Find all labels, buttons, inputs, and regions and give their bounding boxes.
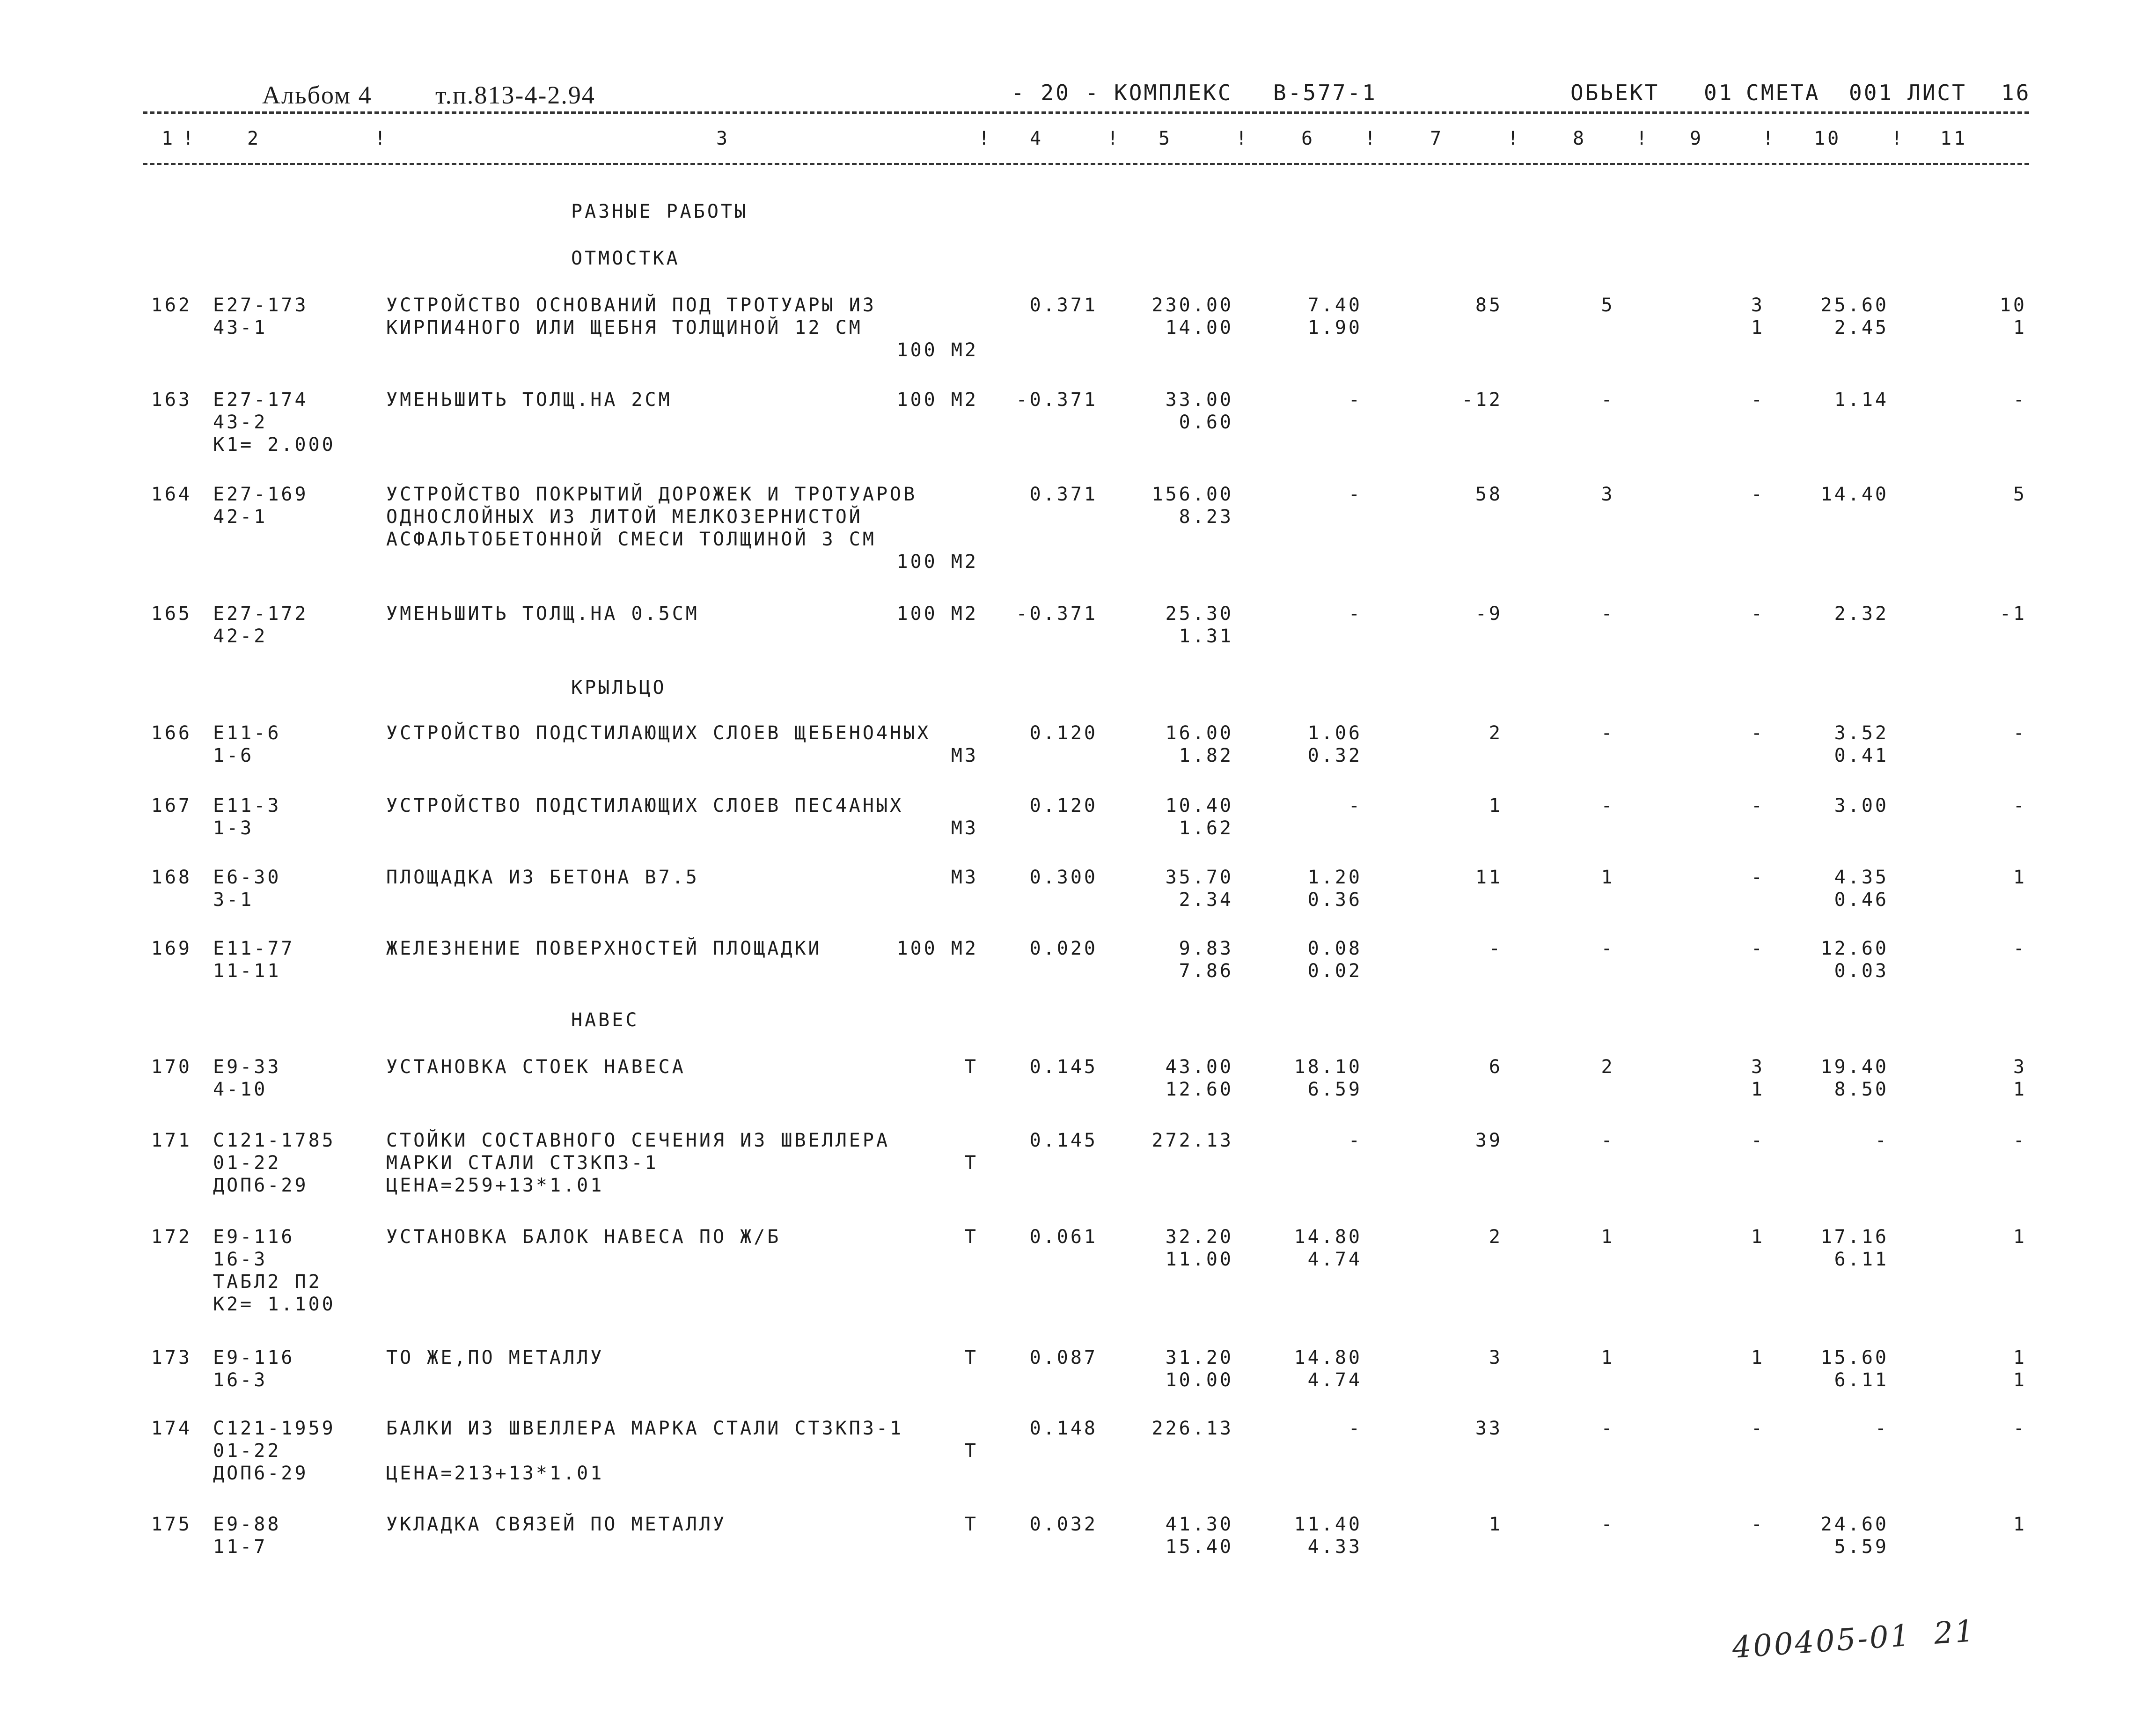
col-separator: ! (1364, 128, 1379, 149)
unit-cost: 230.00 14.00 (1151, 294, 1233, 338)
labor-total: - (2013, 1130, 2027, 1151)
machine-cost: 0.08 0.02 (1307, 938, 1362, 982)
machine-wages: - (1751, 1130, 1765, 1151)
labor-total: - (2013, 1418, 2027, 1439)
machine-cost: 14.80 4.74 (1294, 1347, 1362, 1391)
col-header-6: 6 (1301, 128, 1315, 149)
quantity: 0.020 (1029, 938, 1098, 959)
section-title: ОТМОСТКА (571, 248, 680, 269)
work-description: УКЛАДКА СВЯЗЕЙ ПО МЕТАЛЛУ (386, 1514, 727, 1535)
row-number: 164 (151, 484, 192, 505)
wages: - (1601, 1130, 1615, 1151)
total-cost: 85 (1475, 294, 1503, 316)
unit: 100 М2 (896, 603, 978, 625)
row-number: 170 (151, 1056, 192, 1078)
norm-code: Е27-172 42-2 (213, 603, 308, 647)
machine-wages: 3 1 (1751, 294, 1765, 338)
norm-code: Е27-169 42-1 (213, 484, 308, 528)
quantity: -0.371 (1016, 603, 1098, 625)
norm-code: С121-1959 01-22 ДОП6-29 (213, 1418, 336, 1484)
col-header-4: 4 (1030, 128, 1044, 149)
machine-cost: 14.80 4.74 (1294, 1226, 1362, 1270)
work-description: ЖЕЛЕЗНЕНИЕ ПОВЕРХНОСТЕЙ ПЛОЩАДКИ (386, 938, 822, 959)
quantity: 0.087 (1029, 1347, 1098, 1368)
unit: Т (964, 1440, 978, 1462)
total-cost: -9 (1475, 603, 1503, 625)
unit: Т (964, 1347, 978, 1368)
work-description: УМЕНЬШИТЬ ТОЛЩ.НА 2СМ (386, 389, 672, 411)
unit: Т (964, 1226, 978, 1248)
labor-hours: 1.14 (1834, 389, 1889, 411)
norm-code: Е11-3 1-3 (213, 795, 281, 839)
norm-code: Е11-77 11-11 (213, 938, 295, 982)
section-title: РАЗНЫЕ РАБОТЫ (571, 201, 748, 222)
labor-hours: 12.60 0.03 (1820, 938, 1889, 982)
quantity: 0.148 (1029, 1418, 1098, 1439)
machine-wages: - (1751, 938, 1765, 959)
total-cost: 39 (1475, 1130, 1503, 1151)
header-divider-bottom (143, 163, 2029, 165)
unit: М3 (951, 867, 978, 888)
total-cost: 33 (1475, 1418, 1503, 1439)
row-number: 173 (151, 1347, 192, 1368)
total-cost: 58 (1475, 484, 1503, 505)
complex-label: КОМПЛЕКС (1114, 80, 1233, 105)
unit: 100 М2 (896, 389, 978, 411)
machine-cost: - (1348, 795, 1362, 817)
norm-code: Е6-30 3-1 (213, 867, 281, 911)
total-cost: - (1489, 938, 1503, 959)
quantity: 0.145 (1029, 1130, 1098, 1151)
wages: - (1601, 938, 1615, 959)
machine-cost: 1.06 0.32 (1307, 722, 1362, 766)
labor-total: 10 1 (1999, 294, 2027, 338)
unit-cost: 272.13 (1151, 1130, 1233, 1151)
smeta-value: 001 (1849, 80, 1894, 105)
row-number: 165 (151, 603, 192, 625)
unit-cost: 33.00 0.60 (1165, 389, 1233, 433)
labor-total: 1 1 (2013, 1347, 2027, 1391)
object-label: ОБЬЕКТ (1570, 80, 1660, 105)
quantity: 0.120 (1029, 722, 1098, 744)
row-number: 162 (151, 294, 192, 316)
col-separator: ! (978, 128, 992, 149)
unit-cost: 16.00 1.82 (1165, 722, 1233, 766)
labor-hours: 24.60 5.59 (1820, 1514, 1889, 1558)
wages: - (1601, 1514, 1615, 1535)
col-header-7: 7 (1430, 128, 1444, 149)
quantity: 0.120 (1029, 795, 1098, 817)
row-number: 169 (151, 938, 192, 959)
unit: 100 М2 (896, 551, 978, 573)
unit: Т (964, 1152, 978, 1174)
labor-hours: 4.35 0.46 (1834, 867, 1889, 911)
col-header-11: 11 (1940, 128, 1968, 149)
unit-cost: 9.83 7.86 (1179, 938, 1233, 982)
labor-hours: 3.52 0.41 (1834, 722, 1889, 766)
norm-code: Е11-6 1-6 (213, 722, 281, 766)
section-title: КРЫЛЬЦО (571, 677, 667, 699)
wages: 2 (1601, 1056, 1615, 1078)
wages: - (1601, 722, 1615, 744)
machine-cost: - (1348, 1130, 1362, 1151)
complex-value: В-577-1 (1273, 80, 1377, 105)
quantity: 0.371 (1029, 484, 1098, 505)
labor-hours: 2.32 (1834, 603, 1889, 625)
labor-hours: 25.60 2.45 (1820, 294, 1889, 338)
col-header-2: 2 (247, 128, 261, 149)
work-description: СТОЙКИ СОСТАВНОГО СЕЧЕНИЯ ИЗ ШВЕЛЛЕРА МАРКИ СТАЛИ СТ3КП3-1 ЦЕНА=259+13*1.01 (386, 1130, 890, 1196)
quantity: 0.371 (1029, 294, 1098, 316)
header-divider-top (143, 111, 2029, 114)
row-number: 167 (151, 795, 192, 817)
page-number: - 20 - (1011, 80, 1100, 105)
tp-number: т.п.813-4-2.94 (435, 81, 595, 109)
section-title: НАВЕС (571, 1009, 639, 1031)
machine-wages: 1 (1751, 1347, 1765, 1368)
row-number: 172 (151, 1226, 192, 1248)
work-description: УСТРОЙСТВО ПОКРЫТИЙ ДОРОЖЕК И ТРОТУАРОВ ОДНОСЛОЙНЫХ ИЗ ЛИТОЙ МЕЛКОЗЕРНИСТОЙ АСФАЛЬТОБЕТОННОЙ СМЕСИ ТОЛЩИНОЙ 3 СМ (386, 484, 917, 550)
total-cost: -12 (1461, 389, 1503, 411)
labor-hours: 14.40 (1820, 484, 1889, 505)
norm-code: Е9-116 16-3 (213, 1347, 295, 1391)
unit: Т (964, 1514, 978, 1535)
wages: 1 (1601, 1226, 1615, 1248)
labor-hours: 3.00 (1834, 795, 1889, 817)
col-header-3: 3 (716, 128, 730, 149)
work-description: УМЕНЬШИТЬ ТОЛЩ.НА 0.5СМ (386, 603, 699, 625)
norm-code: Е27-173 43-1 (213, 294, 308, 338)
labor-total: 1 (2013, 1514, 2027, 1535)
work-description: ТО ЖЕ,ПО МЕТАЛЛУ (386, 1347, 604, 1368)
machine-wages: - (1751, 1418, 1765, 1439)
wages: - (1601, 1418, 1615, 1439)
norm-code: Е9-116 16-3 ТАБЛ2 П2 К2= 1.100 (213, 1226, 336, 1315)
unit-cost: 226.13 (1151, 1418, 1233, 1439)
labor-total: -1 (1999, 603, 2027, 625)
labor-hours: 19.40 8.50 (1820, 1056, 1889, 1100)
norm-code: Е9-33 4-10 (213, 1056, 281, 1100)
col-separator: ! (1636, 128, 1650, 149)
machine-wages: - (1751, 795, 1765, 817)
work-description: УСТРОЙСТВО ПОДСТИЛАЮЩИХ СЛОЕВ ЩЕБЕНО4НЫХ (386, 722, 931, 744)
work-description: УСТРОЙСТВО ОСНОВАНИЙ ПОД ТРОТУАРЫ ИЗ КИРПИ4НОГО ИЛИ ЩЕБНЯ ТОЛЩИНОЙ 12 СМ (386, 294, 876, 338)
col-header-9: 9 (1690, 128, 1704, 149)
norm-code: Е9-88 11-7 (213, 1514, 281, 1558)
machine-cost: 11.40 4.33 (1294, 1514, 1362, 1558)
unit-cost: 41.30 15.40 (1165, 1514, 1233, 1558)
unit: Т (964, 1056, 978, 1078)
col-header-5: 5 (1159, 128, 1173, 149)
handwritten-stamp: 400405-01 21 (1731, 1613, 1977, 1666)
labor-hours: 15.60 6.11 (1820, 1347, 1889, 1391)
sheet-value: 16 (2001, 80, 2031, 105)
total-cost: 11 (1475, 867, 1503, 888)
wages: 5 (1601, 294, 1615, 316)
labor-total: 3 1 (2013, 1056, 2027, 1100)
unit: 100 М2 (896, 938, 978, 959)
row-number: 171 (151, 1130, 192, 1151)
quantity: -0.371 (1016, 389, 1098, 411)
col-separator: ! (183, 128, 197, 149)
labor-total: 1 (2013, 867, 2027, 888)
machine-cost: - (1348, 603, 1362, 625)
total-cost: 1 (1489, 795, 1503, 817)
labor-total: 5 (2013, 484, 2027, 505)
col-separator: ! (1507, 128, 1521, 149)
machine-cost: 18.10 6.59 (1294, 1056, 1362, 1100)
machine-wages: - (1751, 867, 1765, 888)
labor-hours: - (1875, 1418, 1889, 1439)
col-header-8: 8 (1573, 128, 1587, 149)
row-number: 163 (151, 389, 192, 411)
wages: 1 (1601, 1347, 1615, 1368)
work-description: УСТАНОВКА СТОЕК НАВЕСА (386, 1056, 686, 1078)
col-separator: ! (1891, 128, 1905, 149)
machine-wages: - (1751, 722, 1765, 744)
sheet-label: ЛИСТ (1907, 80, 1967, 105)
col-separator: ! (1236, 128, 1250, 149)
quantity: 0.032 (1029, 1514, 1098, 1535)
norm-code: С121-1785 01-22 ДОП6-29 (213, 1130, 336, 1196)
work-description: УСТРОЙСТВО ПОДСТИЛАЮЩИХ СЛОЕВ ПЕС4АНЫХ (386, 795, 904, 817)
quantity: 0.145 (1029, 1056, 1098, 1078)
machine-wages: - (1751, 1514, 1765, 1535)
work-description: ПЛОЩАДКА ИЗ БЕТОНА В7.5 (386, 867, 699, 888)
unit-cost: 25.30 1.31 (1165, 603, 1233, 647)
quantity: 0.300 (1029, 867, 1098, 888)
work-description: БАЛКИ ИЗ ШВЕЛЛЕРА МАРКА СТАЛИ СТ3КП3-1 ЦЕНА=213+13*1.01 (386, 1418, 904, 1484)
machine-wages: - (1751, 484, 1765, 505)
total-cost: 2 (1489, 1226, 1503, 1248)
row-number: 166 (151, 722, 192, 744)
machine-wages: - (1751, 389, 1765, 411)
labor-total: - (2013, 938, 2027, 959)
album-label: Альбом 4 (262, 81, 372, 109)
wages: - (1601, 603, 1615, 625)
col-separator: ! (1107, 128, 1121, 149)
machine-wages: 1 (1751, 1226, 1765, 1248)
total-cost: 3 (1489, 1347, 1503, 1368)
unit: 100 М2 (896, 339, 978, 361)
labor-hours: - (1875, 1130, 1889, 1151)
row-number: 168 (151, 867, 192, 888)
unit: М3 (951, 817, 978, 839)
unit-cost: 10.40 1.62 (1165, 795, 1233, 839)
quantity: 0.061 (1029, 1226, 1098, 1248)
row-number: 174 (151, 1418, 192, 1439)
unit: М3 (951, 745, 978, 766)
wages: - (1601, 389, 1615, 411)
col-header-1: 1 (161, 128, 176, 149)
unit-cost: 43.00 12.60 (1165, 1056, 1233, 1100)
wages: 1 (1601, 867, 1615, 888)
wages: 3 (1601, 484, 1615, 505)
machine-cost: - (1348, 1418, 1362, 1439)
machine-wages: 3 1 (1751, 1056, 1765, 1100)
row-number: 175 (151, 1514, 192, 1535)
total-cost: 6 (1489, 1056, 1503, 1078)
work-description: УСТАНОВКА БАЛОК НАВЕСА ПО Ж/Б (386, 1226, 781, 1248)
unit-cost: 156.00 8.23 (1151, 484, 1233, 528)
wages: - (1601, 795, 1615, 817)
labor-total: - (2013, 389, 2027, 411)
total-cost: 2 (1489, 722, 1503, 744)
unit-cost: 35.70 2.34 (1165, 867, 1233, 911)
col-separator: ! (374, 128, 389, 149)
labor-hours: 17.16 6.11 (1820, 1226, 1889, 1270)
norm-code: Е27-174 43-2 К1= 2.000 (213, 389, 336, 456)
col-separator: ! (1762, 128, 1776, 149)
total-cost: 1 (1489, 1514, 1503, 1535)
machine-cost: - (1348, 484, 1362, 505)
object-value: 01 (1704, 80, 1734, 105)
machine-cost: 1.20 0.36 (1307, 867, 1362, 911)
labor-total: - (2013, 795, 2027, 817)
labor-total: 1 (2013, 1226, 2027, 1248)
machine-wages: - (1751, 603, 1765, 625)
unit-cost: 32.20 11.00 (1165, 1226, 1233, 1270)
unit-cost: 31.20 10.00 (1165, 1347, 1233, 1391)
smeta-label: СМЕТА (1746, 80, 1820, 105)
machine-cost: 7.40 1.90 (1307, 294, 1362, 338)
machine-cost: - (1348, 389, 1362, 411)
col-header-10: 10 (1814, 128, 1841, 149)
labor-total: - (2013, 722, 2027, 744)
